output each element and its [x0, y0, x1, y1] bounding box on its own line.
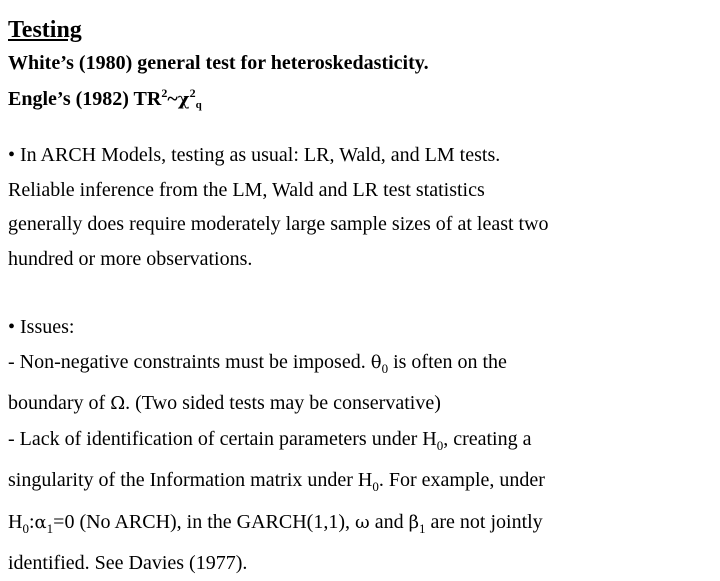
white-test-line: White’s (1980) general test for heteroskedasticity.: [8, 52, 429, 74]
issues-line-5: $H_0:\alpha_1=0$ (No ARCH), in the GARCH(1,1), ω and $\beta_1$ are not jointly: [8, 510, 543, 536]
issues-bullet: • Issues:: [8, 316, 75, 338]
engle-test-line: [8, 80, 202, 118]
engle-chi-sup-2: 2: [189, 86, 196, 100]
arch-testing-paragraph: [8, 138, 708, 276]
engle-tilde: ~: [167, 88, 178, 110]
arch-line-4: hundred or more observations.: [8, 247, 253, 270]
engle-prefix: Engle’s (1982) TR: [8, 88, 162, 110]
arch-line-3: generally does require moderately large sample sizes of at least two: [8, 213, 549, 235]
issues-line-1: - Non-negative constraints must be imposed. $\theta_0$ is often on the: [8, 350, 507, 376]
engle-sup-2: 2: [161, 86, 168, 100]
issues-line-6: identified. See Davies (1977).: [8, 552, 248, 574]
slide-title: Testing: [8, 17, 82, 43]
issues-line-2: boundary of Ω. (Two sided tests may be conservative): [8, 392, 441, 414]
arch-line-1: • In ARCH Models, testing as usual: LR, Wald, and LM tests.: [8, 144, 501, 166]
engle-chi-sub-q: q: [195, 99, 202, 111]
issues-line-4: singularity of the Information matrix under $H_0$. For example, under: [8, 469, 545, 494]
arch-line-2: Reliable inference from the LM, Wald and LR test statistics: [8, 178, 485, 201]
engle-chi: χ: [177, 89, 190, 110]
issues-line-3: - Lack of identification of certain parameters under $H_0$, creating a: [8, 427, 532, 453]
